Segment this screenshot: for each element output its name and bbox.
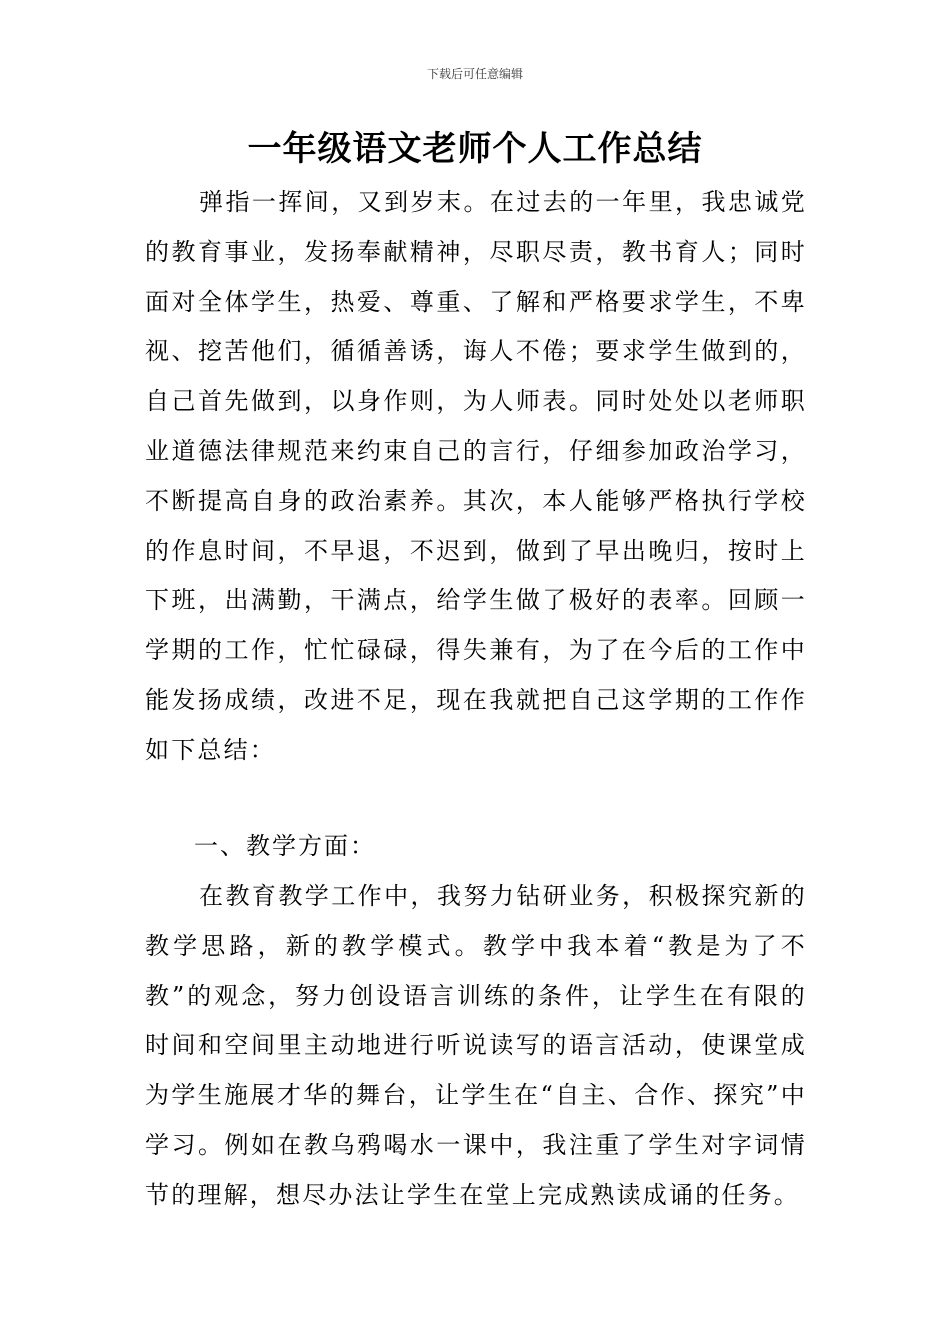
teaching-paragraph: 在教育教学工作中，我努力钻研业务，积极探究新的教学思路，新的教学模式。教学中我本着“教是为了不教”的观念，努力创设语言训练的条件，让学生在有限的时间和空间里主动地进行听说读写的语言活动，使课堂成为学生施展才华的舞台，让学生在“自主、合作、探究”中学习。例如在教乌鸦喝水一课中，我注重了学生对字词情节的理解，想尽办法让学生在堂上完成熟读成诵的任务。 — [145, 882, 807, 1209]
section-heading-teaching: 一、教学方面： — [194, 832, 376, 860]
intro-paragraph: 弹指一挥间，又到岁末。在过去的一年里，我忠诚党的教育事业，发扬奉献精神，尽职尽责，教书育人；同时面对全体学生，热爱、尊重、了解和严格要求学生，不卑视、挖苦他们，循循善诱，诲人不倦；要求学生做到的，自己首先做到，以身作则，为人师表。同时处处以老师职业道德法律规范来约束自己的言行，仔细参加政治学习，不断提高自身的政治素养。其次，本人能够严格执行学校的作息时间，不早退，不迟到，做到了早出晚归，按时上下班，出满勤，干满点，给学生做了极好的表率。回顾一学期的工作，忙忙碌碌，得失兼有，为了在今后的工作中能发扬成绩，改进不足，现在我就把自己这学期的工作作如下总结： — [145, 188, 807, 764]
header-note: 下载后可任意编辑 — [426, 67, 523, 81]
document-title: 一年级语文老师个人工作总结 — [247, 129, 703, 169]
